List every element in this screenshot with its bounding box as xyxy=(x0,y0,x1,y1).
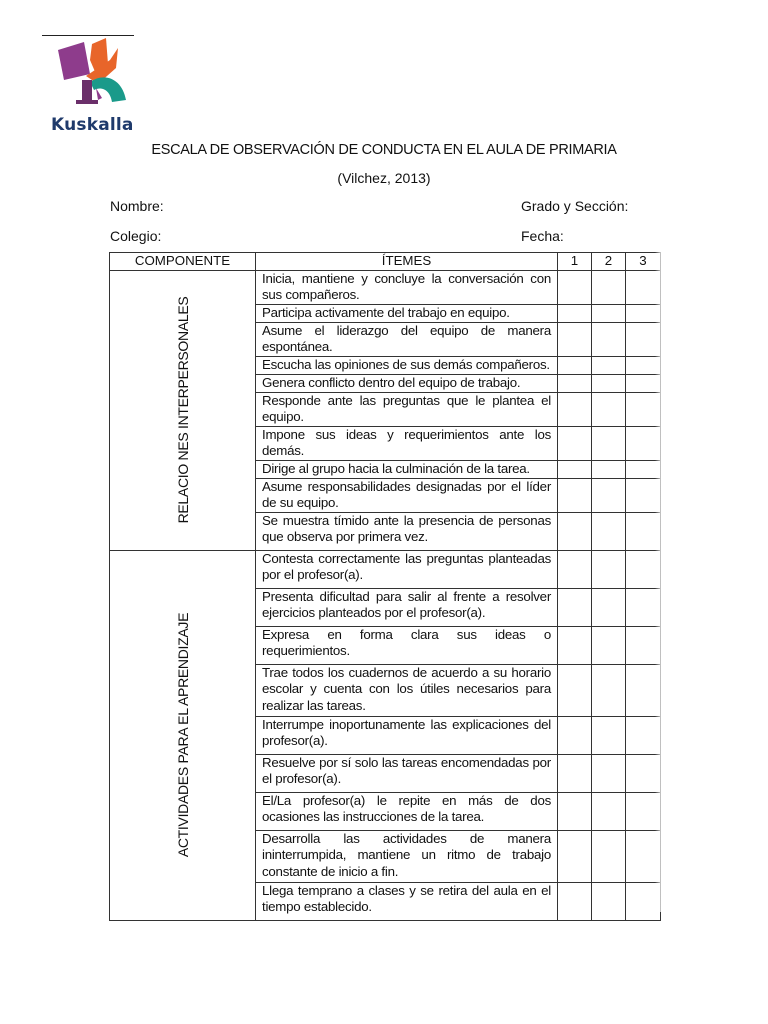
table-header-row xyxy=(110,253,661,271)
score-cell-2[interactable] xyxy=(592,374,626,392)
header-component: COMPONENTE xyxy=(110,253,256,271)
table-row xyxy=(110,270,661,304)
fecha-label: Fecha: xyxy=(521,228,564,244)
observation-table xyxy=(109,252,661,921)
score-cell-2[interactable] xyxy=(592,550,626,588)
item-text: Resuelve por sí solo las tareas encomendadas por el profesor(a). xyxy=(256,754,558,792)
score-cell-2[interactable] xyxy=(592,304,626,322)
header-score-1: 1 xyxy=(558,253,592,271)
score-cell-1[interactable] xyxy=(558,478,592,512)
score-cell-1[interactable] xyxy=(558,270,592,304)
score-cell-2[interactable] xyxy=(592,460,626,478)
item-text: Expresa en forma clara sus ideas o requerimientos. xyxy=(256,626,558,664)
score-cell-2[interactable] xyxy=(592,830,626,882)
component-label: ACTIVIDADES PARA EL APRENDIZAJE xyxy=(174,612,191,858)
document-title: ESCALA DE OBSERVACIÓN DE CONDUCTA EN EL AULA DE PRIMARIA xyxy=(151,142,617,158)
score-cell-1[interactable] xyxy=(558,792,592,830)
nombre-label: Nombre: xyxy=(110,198,164,214)
score-cell-2[interactable] xyxy=(592,322,626,356)
score-cell-2[interactable] xyxy=(592,626,626,664)
score-cell-2[interactable] xyxy=(592,426,626,460)
score-cell-1[interactable] xyxy=(558,304,592,322)
item-text: Inicia, mantiene y concluye la conversación con sus compañeros. xyxy=(256,270,558,304)
item-text: Trae todos los cuadernos de acuerdo a su horario escolar y cuenta con los útiles necesarios para realizar las tareas. xyxy=(256,664,558,716)
score-cell-1[interactable] xyxy=(558,882,592,920)
document-subtitle: (Vilchez, 2013) xyxy=(337,170,431,186)
right-edge-fade xyxy=(655,252,663,912)
logo-text: Kuskalla xyxy=(51,115,134,135)
score-cell-1[interactable] xyxy=(558,322,592,356)
score-cell-1[interactable] xyxy=(558,626,592,664)
score-cell-2[interactable] xyxy=(592,270,626,304)
score-cell-1[interactable] xyxy=(558,374,592,392)
item-text: Escucha las opiniones de sus demás compañeros. xyxy=(256,356,558,374)
item-text: Asume responsabilidades designadas por el líder de su equipo. xyxy=(256,478,558,512)
item-text: Desarrolla las actividades de manera ininterrumpida, mantiene un ritmo de trabajo constante de inicio a fin. xyxy=(256,830,558,882)
header-score-2: 2 xyxy=(592,253,626,271)
score-cell-1[interactable] xyxy=(558,460,592,478)
score-cell-2[interactable] xyxy=(592,392,626,426)
score-cell-1[interactable] xyxy=(558,588,592,626)
header-items: ÍTEMES xyxy=(256,253,558,271)
header-rule xyxy=(42,35,134,36)
item-text: Interrumpe inoportunamente las explicaciones del profesor(a). xyxy=(256,716,558,754)
score-cell-2[interactable] xyxy=(592,664,626,716)
table-row xyxy=(110,550,661,588)
item-text: Se muestra tímido ante la presencia de personas que observa por primera vez. xyxy=(256,512,558,550)
item-text: Genera conflicto dentro del equipo de trabajo. xyxy=(256,374,558,392)
item-text: Responde ante las preguntas que le plantea el equipo. xyxy=(256,392,558,426)
item-text: Dirige al grupo hacia la culminación de la tarea. xyxy=(256,460,558,478)
score-cell-1[interactable] xyxy=(558,392,592,426)
item-text: Contesta correctamente las preguntas planteadas por el profesor(a). xyxy=(256,550,558,588)
score-cell-2[interactable] xyxy=(592,588,626,626)
score-cell-1[interactable] xyxy=(558,550,592,588)
item-text: El/La profesor(a) le repite en más de dos ocasiones las instrucciones de la tarea. xyxy=(256,792,558,830)
score-cell-2[interactable] xyxy=(592,792,626,830)
item-text: Presenta dificultad para salir al frente a resolver ejercicios planteados por el profesor(a). xyxy=(256,588,558,626)
score-cell-1[interactable] xyxy=(558,512,592,550)
score-cell-2[interactable] xyxy=(592,478,626,512)
score-cell-1[interactable] xyxy=(558,754,592,792)
item-text: Participa activamente del trabajo en equipo. xyxy=(256,304,558,322)
score-cell-1[interactable] xyxy=(558,426,592,460)
colegio-label: Colegio: xyxy=(110,228,162,244)
score-cell-1[interactable] xyxy=(558,356,592,374)
component-cell xyxy=(110,270,256,550)
score-cell-1[interactable] xyxy=(558,830,592,882)
item-text: Asume el liderazgo del equipo de manera espontánea. xyxy=(256,322,558,356)
score-cell-2[interactable] xyxy=(592,882,626,920)
score-cell-1[interactable] xyxy=(558,716,592,754)
score-cell-2[interactable] xyxy=(592,356,626,374)
item-text: Impone sus ideas y requerimientos ante los demás. xyxy=(256,426,558,460)
item-text: Llega temprano a clases y se retira del aula en el tiempo establecido. xyxy=(256,882,558,920)
score-cell-2[interactable] xyxy=(592,512,626,550)
component-cell xyxy=(110,550,256,920)
header-score-3: 3 xyxy=(626,253,661,271)
score-cell-2[interactable] xyxy=(592,716,626,754)
score-cell-2[interactable] xyxy=(592,754,626,792)
grado-label: Grado y Sección: xyxy=(521,198,629,214)
component-label: RELACIO NES INTERPERSONALES xyxy=(174,296,191,524)
score-cell-1[interactable] xyxy=(558,664,592,716)
